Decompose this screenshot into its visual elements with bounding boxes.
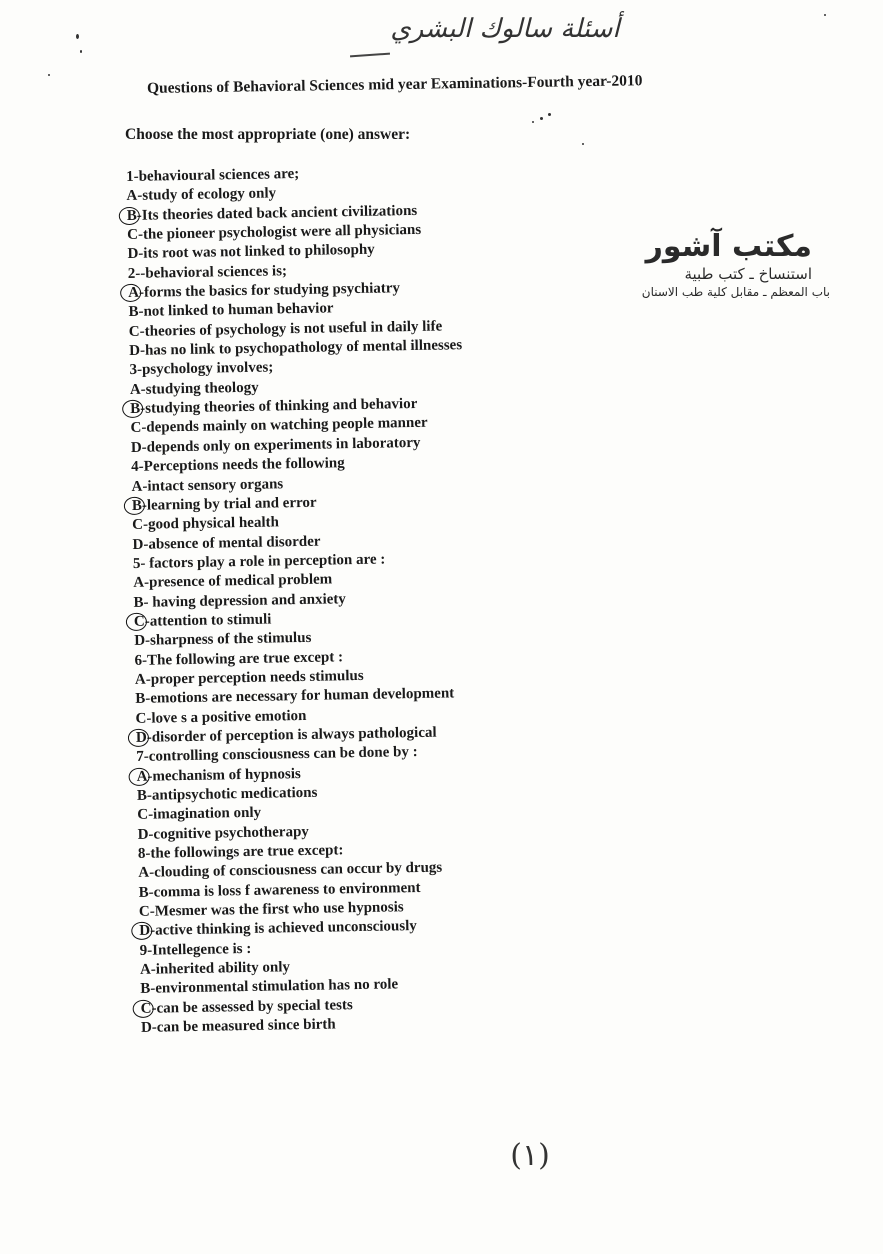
option-4b: B-learning by trial and error [132,487,692,516]
option-3b: B-studying theories of thinking and behavior [130,390,690,419]
option-2b: B-not linked to human behavior [128,300,334,321]
option-4d: D-absence of mental disorder [132,533,321,553]
option-7c: C-imagination only [137,805,262,824]
option-7b: B-antipsychotic medications [136,784,318,804]
question-stem-9: 9-Intellegence is : [139,940,252,959]
instruction-text: Choose the most appropriate (one) answer: [125,126,411,143]
scan-speck [548,113,551,116]
option-9b: B-environmental stimulation has no role [140,976,399,998]
question-stem-8: 8-the followings are true except: [137,842,344,862]
answer-circle-mark [124,497,145,515]
question-stem-1: 1-behavioural sciences are; [126,165,300,185]
option-6a: A-proper perception needs stimulus [134,667,364,688]
option-4c: C-good physical health [132,514,280,534]
option-5a: A-presence of medical problem [133,571,333,592]
option-7d: D-cognitive psychotherapy [137,823,309,843]
option-1a: A-study of ecology only [126,185,277,205]
answer-circle-mark [128,767,149,785]
option-1d: D-its root was not linked to philosophy [127,242,375,263]
option-8d: D-active thinking is achieved unconsciously [139,913,699,942]
bookstore-stamp [600,230,830,300]
handwritten-title: أسئلة سالوك البشري [390,14,620,44]
option-9d: D-can be measured since birth [140,1016,336,1036]
stamp-name: مكتب آشور [645,229,812,264]
option-8a: A-clouding of consciousness can occur by drugs [138,859,443,882]
question-stem-7: 7-controlling consciousness can be done by : [136,744,418,766]
stamp-address: باب المعظم ـ مقابل كلية طب الاسنان [641,285,830,299]
scan-speck [540,117,543,120]
option-4a: A-intact sensory organs [131,475,284,495]
scan-speck [824,14,826,16]
scan-speck [76,34,79,39]
question-stem-4: 4-Perceptions needs the following [131,455,345,476]
option-3a: A-studying theology [129,379,259,398]
question-stem-6: 6-The following are true except : [134,648,344,669]
option-2a: A-forms the basics for studying psychiatry [128,274,688,303]
scan-speck [532,121,534,123]
option-6d: D-disorder of perception is always pathological [136,719,696,748]
scan-speck [80,50,82,53]
option-5b: B- having depression and anxiety [133,590,346,611]
option-6c: C-love s a positive emotion [135,707,307,727]
answer-circle-mark [119,206,140,224]
page-number: (١) [510,1138,550,1173]
answer-circle-mark [133,999,154,1017]
option-1b: B-Its theories dated back ancient civilizations [127,197,687,226]
answer-circle-mark [126,613,147,631]
page-title: Questions of Behavioral Sciences mid year Examinations-Fourth year-2010 [146,72,643,97]
option-3c: C-depends mainly on watching people manner [130,415,428,437]
scan-speck [582,143,584,145]
option-3d: D-depends only on experiments in laboratory [130,434,421,456]
option-9a: A-inherited ability only [139,959,291,978]
option-2c: C-theories of psychology is not useful in daily life [128,318,443,340]
question-stem-5: 5- factors play a role in perception are : [132,551,386,572]
option-7a: A-mechanism of hypnosis [136,758,696,787]
scan-speck [48,74,50,76]
stamp-tagline: استنساخ ـ كتب طبية [684,265,812,283]
option-8c: C-Mesmer was the first who use hypnosis [138,899,404,920]
option-1c: C-the pioneer psychologist were all physicians [127,221,422,244]
question-stem-3: 3-psychology involves; [129,359,274,379]
option-9c: C-can be assessed by special tests [141,990,701,1019]
option-5c: C-attention to stimuli [134,603,694,632]
option-8b: B-comma is loss f awareness to environment [138,879,421,901]
question-stem-2: 2--behavioral sciences is; [127,262,288,282]
handwritten-underline [350,53,390,58]
option-5d: D-sharpness of the stimulus [134,630,312,650]
option-6b: B-emotions are necessary for human development [135,685,455,708]
option-2d: D-has no link to psychopathology of mental illnesses [129,337,463,360]
